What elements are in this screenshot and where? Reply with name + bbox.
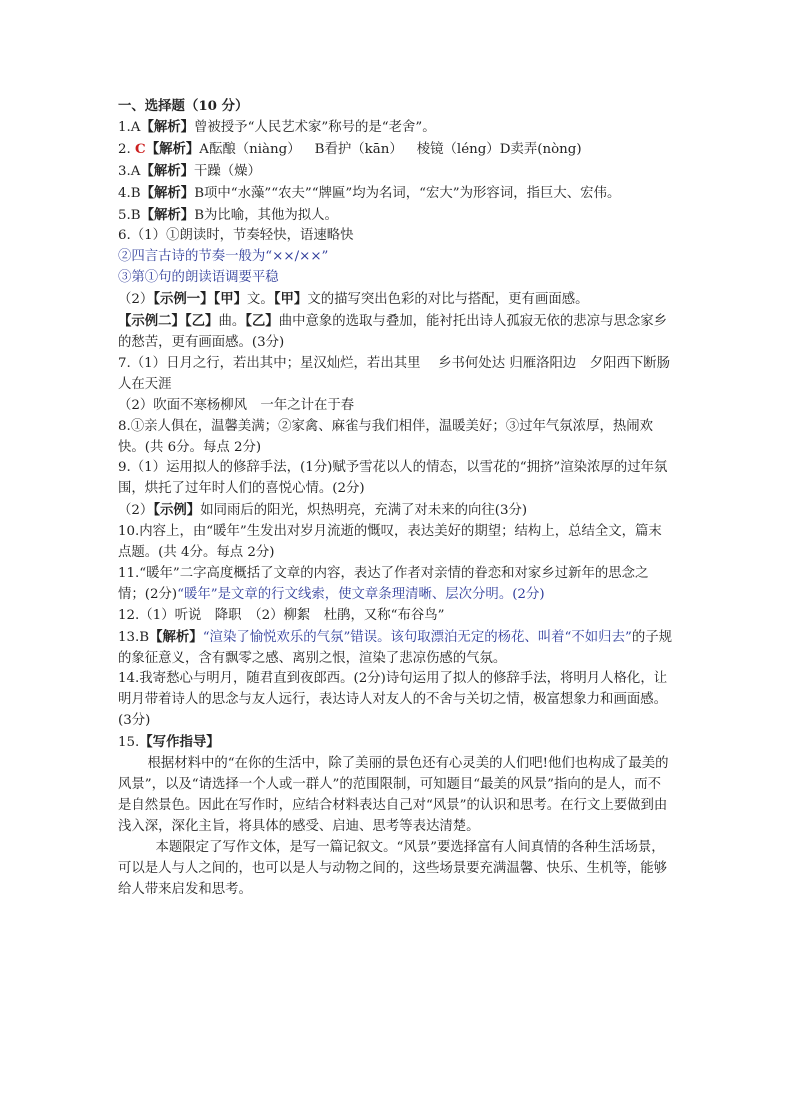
answer-7-line-1: 7.（1）日月之行，若出其中；星汉灿烂，若出其里 乡书何处达 归雁洛阳边 夕阳西下断肠人在天涯 [118, 355, 671, 392]
answer-13-text-a: “渲染了愉悦欢乐的气氛”错误。该句取漂泊无定的杨花、叫着“不如归去” [202, 629, 632, 645]
answer-6-line-3: ③第①句的朗读语调要平稳 [118, 270, 279, 286]
answer-13-number: 13.B [118, 629, 150, 645]
answer-2-option-c: 棱镜（léng）D卖弄(nòng) [416, 141, 582, 157]
answer-6-example-1-prefix: （2） [118, 292, 154, 308]
answer-4 [118, 183, 674, 205]
answer-3-number: 3.A [118, 163, 141, 179]
answer-9-example-text: 如同雨后的阳光，炽热明亮，充满了对未来的向往(3分) [200, 503, 528, 519]
answer-6-line-1: 6.（1）①朗读时，节奏轻快，语速略快 [118, 228, 354, 244]
answer-2-option-a: A酝酿（niàng） [199, 141, 301, 157]
answer-5 [118, 205, 674, 227]
answer-10: 10.内容上，由“暖年”生发出对岁月流逝的慨叹，表达美好的期望；结构上，总结全文，篇末点题。(共 4分。每点 2分) [118, 524, 662, 561]
answer-9-line-1: 9.（1）运用拟人的修辞手法，(1分)赋予雪花以人的情态，以雪花的“拥挤”渲染浓厚的过年氛围，烘托了过年时人们的喜悦心情。(2分) [118, 460, 668, 497]
answer-9-example [118, 500, 674, 522]
answer-3 [118, 161, 674, 183]
answer-1-number: 1.A [118, 119, 141, 135]
answer-1-text: 曾被授予“人民艺术家”称号的是“老舍”。 [194, 119, 436, 135]
answer-2-letter: C [135, 140, 146, 157]
answer-2 [118, 139, 674, 161]
answer-5-tag: 【解析】 [140, 206, 195, 223]
answer-12: 12.（1）听说 降职 （2）柳絮 杜鹃，又称“布谷鸟” [118, 607, 445, 623]
answer-11 [118, 564, 674, 606]
answer-4-number: 4.B [118, 185, 141, 201]
answer-6-example-2-tag: 【示例二】【乙】 [118, 313, 219, 330]
answer-13 [118, 627, 674, 670]
answer-6-line-2: ②四言古诗的节奏一般为“××/××” [118, 249, 329, 265]
answer-6-example-2-mid: 曲。 [218, 314, 246, 330]
writing-guide-paragraph-1: 根据材料中的“在你的生活中，除了美丽的景色还有心灵美的人们吧!他们也构成了最美的风景”，以及“请选择一个人或一群人”的范围限制，可知题目“最美的风景”指向的是人，而不是自然景色。因此在写作时，应结合材料表达自己对“风景”的认识和思考。在行文上要做到由浅入深，深化主旨，将具体的感受、启迪、思考等表达清楚。 [118, 756, 669, 834]
answer-6-example-2-tag-2: 【乙】 [245, 313, 279, 330]
answer-8: 8.①亲人俱在，温馨美满；②家禽、麻雀与我们相伴，温暖美好；③过年气氛浓厚，热闹欢快。(共 6分。每点 2分) [118, 418, 654, 455]
answer-13-tag: 【解析】 [149, 628, 203, 645]
answer-6-example-1-tag-2: 【甲】 [273, 291, 308, 308]
answer-5-text: B为比喻，其他为拟人。 [194, 207, 338, 223]
answer-1-tag: 【解析】 [140, 118, 195, 135]
answer-14: 14.我寄愁心与明月，随君直到夜郎西。(2分)诗句运用了拟人的修辞手法，将明月人格化，让明月带着诗人的思念与友人远行，表达诗人对友人的不舍与关切之情，极富想象力和画面感。(3分) [118, 671, 668, 729]
answer-2-option-b: B看护（kān） [314, 141, 403, 157]
answer-6-example-1-mid: 文。 [247, 292, 274, 308]
answer-2-tag: 【解析】 [145, 140, 200, 157]
answer-9-example-prefix: （2） [118, 503, 154, 519]
answer-9-example-tag: 【示例】 [153, 502, 201, 519]
answer-11-text-a: 11.“暖年”二字高度概括了文章的内容，表达了作者对亲情的眷恋和对家乡过新年的思念之情；(2分) [118, 565, 649, 602]
answer-5-number: 5.B [118, 207, 141, 223]
answer-7-line-2: （2）吹面不寒杨柳风 一年之计在于春 [118, 397, 355, 413]
answer-6-example-1-tag: 【示例一】【甲】 [153, 291, 248, 308]
answer-6-example-1-text: 文的描写突出色彩的对比与搭配，更有画面感。 [307, 292, 589, 308]
answer-4-tag: 【解析】 [140, 184, 195, 201]
answer-4-text: B项中“水藻”“农夫”“牌匾”均为名词，“宏大”为形容词，指巨大、宏伟。 [194, 185, 621, 201]
answer-15-tag: 【写作指导】 [139, 734, 220, 751]
answer-6-example-2 [118, 311, 674, 354]
answer-2-number: 2. [118, 141, 131, 157]
writing-guide-paragraph-2: 本题限定了写作文体，是写一篇记叙文。“风景”要选择富有人间真情的各种生活场景，可以是人与人之间的，也可以是人与动物之间的，这些场景要充满温馨、快乐、生机等，能够给人带来启发和思考。 [118, 839, 668, 897]
answer-1 [118, 117, 674, 139]
answer-3-tag: 【解析】 [140, 162, 195, 179]
answer-15-number: 15. [118, 735, 140, 751]
answer-6-example-1 [118, 289, 674, 311]
answer-11-text-b: “暖年”是文章的行文线索，使文章条理清晰、层次分明。(2分) [177, 586, 545, 602]
section-title: 一、选择题（10 分） [118, 98, 249, 114]
answer-15-heading [118, 732, 674, 754]
answer-3-text: 干躁（燥） [194, 163, 261, 179]
answer-content [118, 96, 674, 900]
answer-13-text-b: 的子规的象征意义，含有飘零之感、离别之恨，渲染了悲凉伤感的气氛。 [118, 629, 672, 666]
answer-6-example-2-text: 曲中意象的选取与叠加，能衬托出诗人孤寂无依的悲凉与思念家乡的愁苦，更有画面感。(3分) [118, 314, 668, 350]
